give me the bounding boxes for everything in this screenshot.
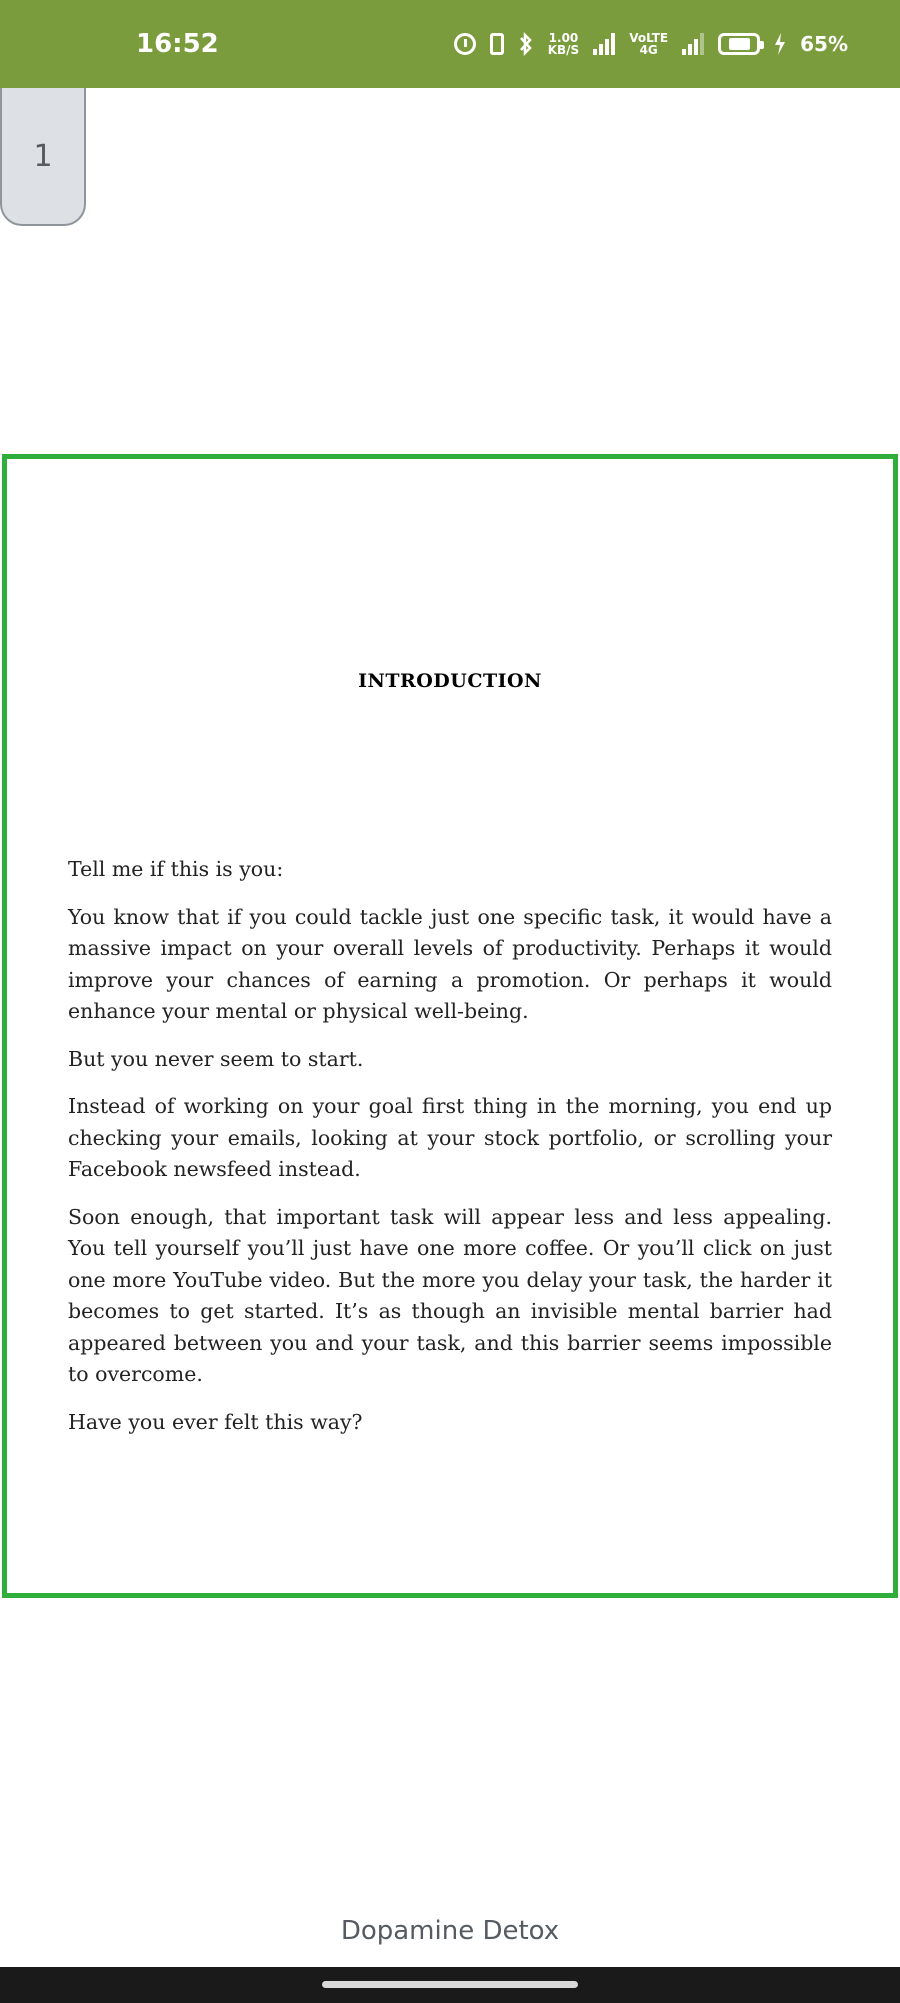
book-title: Dopamine Detox	[340, 1916, 560, 1946]
status-bar	[0, 0, 900, 88]
paragraph: You know that if you could tackle just one specific task, it would have a massive impact on your overall levels of productivity. Perhaps it would improve your chances of earning a promotion. Or perhaps it would enhance your mental or physical well-being.	[68, 904, 832, 1023]
data-speed-value: 1.00	[548, 31, 579, 45]
network-label-bottom: 4G	[639, 43, 658, 57]
page-number-tab[interactable]	[0, 88, 86, 226]
status-time: 16:52	[136, 29, 219, 59]
status-icons	[454, 31, 848, 57]
battery-fill	[729, 38, 750, 50]
navigation-bar	[0, 1967, 900, 2003]
signal-icon	[682, 33, 704, 55]
signal-icon	[593, 33, 615, 55]
battery-percent: 65%	[800, 32, 848, 56]
home-indicator[interactable]	[322, 1981, 578, 1988]
alarm-icon	[454, 33, 476, 55]
paragraph: Have you ever felt this way?	[68, 1409, 363, 1434]
chapter-title: INTRODUCTION	[358, 670, 542, 692]
page-body	[68, 854, 832, 1454]
data-speed	[548, 32, 579, 56]
paragraph: Soon enough, that important task will appear less and less appealing. You tell yourself you’ll just have one more coffee. Or you’ll click on just one more YouTube video. But the more you delay your task, the harder it becomes to get started. It’s as though an invisible mental barrier had appeared between you and your task, and this barrier seems impossible to overcome.	[68, 1204, 832, 1386]
network-type	[629, 32, 668, 56]
bluetooth-icon	[518, 31, 534, 57]
book-page[interactable]	[2, 454, 898, 1598]
paragraph: But you never seem to start.	[68, 1046, 364, 1071]
paragraph: Tell me if this is you:	[68, 857, 284, 881]
vibrate-icon	[490, 33, 504, 55]
page-number: 1	[33, 138, 53, 174]
battery-icon	[718, 33, 760, 55]
data-speed-unit: KB/S	[547, 43, 580, 57]
network-label-top: VoLTE	[629, 31, 669, 45]
paragraph: Instead of working on your goal first thing in the morning, you end up checking your emails, looking at your stock portfolio, or scrolling your Facebook newsfeed instead.	[68, 1094, 832, 1181]
charging-icon	[774, 33, 786, 55]
